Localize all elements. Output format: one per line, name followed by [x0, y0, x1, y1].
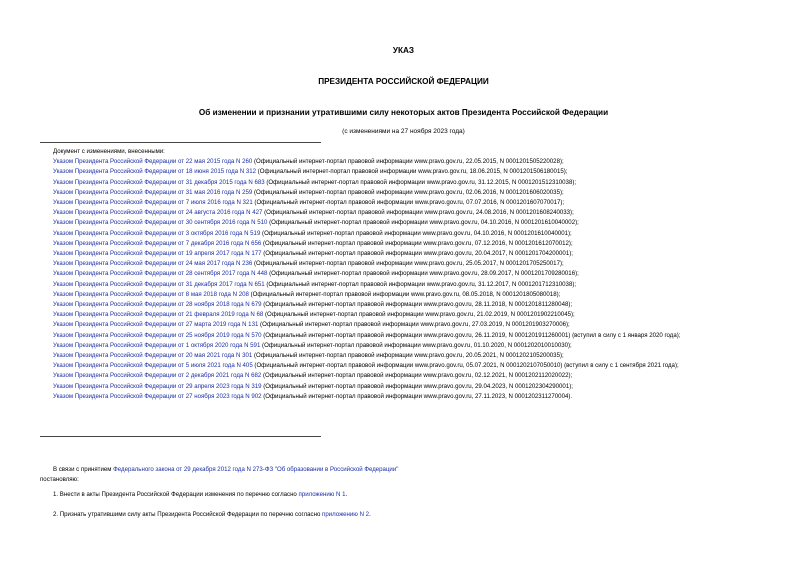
publication-info: (Официальный интернет-портал правовой информации www.pravo.gov.ru, 28.09.2017, N 0001201709280016); [267, 270, 579, 278]
preamble-before: В связи с принятием [53, 466, 114, 473]
publication-info: (Официальный интернет-портал правовой информации www.pravo.gov.ru, 07.12.2016, N 0001201612070012); [261, 239, 573, 247]
change-item [40, 239, 768, 249]
decree-link[interactable]: Указом Президента Российской Федерации от 27 марта 2019 года N 131 [53, 321, 259, 329]
item-1-after: . [345, 491, 348, 498]
changes-list [40, 147, 768, 402]
decree-link[interactable]: Указом Президента Российской Федерации от 31 декабря 2017 года N 651 [53, 280, 265, 288]
publication-info: (Официальный интернет-портал правовой информации www.pravo.gov.ru, 27.11.2023, N 0001202311270004). [261, 392, 573, 400]
decree-link[interactable]: Указом Президента Российской Федерации от 21 февраля 2019 года N 68 [53, 311, 264, 319]
document-subtitle: ПРЕЗИДЕНТА РОССИЙСКОЙ ФЕДЕРАЦИИ [318, 77, 489, 86]
appendix-2-link[interactable]: приложению N 2 [322, 511, 370, 518]
publication-info: (Официальный интернет-портал правовой информации www.pravo.gov.ru, 05.07.2021, N 0001202107050010) (вступил в силу с 1 сентября 2021 года); [252, 362, 679, 370]
publication-info: (Официальный интернет-портал правовой информации www.pravo.gov.ru, 31.12.2015, N 0001201512310038); [264, 178, 577, 186]
publication-info: (Официальный интернет-портал правовой информации www.pravo.gov.ru, 04.10.2016, N 0001201610040001); [260, 229, 572, 237]
decree-link[interactable]: Указом Президента Российской Федерации от 3 октября 2016 года N 519 [53, 229, 261, 237]
decree-link[interactable]: Указом Президента Российской Федерации от 22 мая 2015 года N 260 [53, 158, 253, 166]
publication-info: (Официальный интернет-портал правовой информации www.pravo.gov.ru, 29.04.2023, N 0001202304290001); [261, 382, 573, 390]
decree-link[interactable]: Указом Президента Российской Федерации от 25 ноября 2019 года N 570 [53, 331, 262, 339]
item-1 [40, 490, 768, 500]
change-item [40, 361, 768, 371]
publication-info: (Официальный интернет-портал правовой информации www.pravo.gov.ru, 26.11.2019, N 0001201911260001) (вступил в силу с 1 января 2020 года); [261, 331, 681, 339]
decree-link[interactable]: Указом Президента Российской Федерации от 1 октября 2020 года N 591 [53, 341, 261, 349]
decree-link[interactable]: Указом Президента Российской Федерации от 31 декабря 2015 года N 683 [53, 178, 265, 186]
item-2-after: . [369, 511, 371, 518]
publication-info: (Официальный интернет-портал правовой информации www.pravo.gov.ru, 07.07.2016, N 0001201607070017); [252, 199, 565, 207]
change-item [40, 310, 768, 320]
change-item [40, 208, 768, 218]
appendix-1-link[interactable]: приложению N 1 [298, 491, 346, 498]
decree-link[interactable]: Указом Президента Российской Федерации от 20 мая 2021 года N 301 [53, 352, 253, 360]
publication-info: (Официальный интернет-портал правовой информации www.pravo.gov.ru, 24.08.2016, N 0001201608240033); [262, 209, 574, 217]
publication-info: (Официальный интернет-портал правовой информации www.pravo.gov.ru, 28.11.2018, N 0001201811280048); [261, 301, 573, 309]
document-heading: Об изменении и признании утратившими силу некоторых актов Президента Российской Федерации [198, 108, 609, 117]
item-2-before: 2. Признать утратившими силу акты Президента Российской Федерации по перечню согласно [53, 511, 323, 518]
decree-link[interactable]: Указом Президента Российской Федерации от 7 декабря 2016 года N 656 [53, 239, 262, 247]
decree-link[interactable]: Указом Президента Российской Федерации от 18 июня 2015 года N 312 [53, 168, 257, 176]
publication-info: (Официальный интернет-портал правовой информации www.pravo.gov.ru, 18.06.2015, N 0001201506180015); [256, 168, 568, 176]
change-item [40, 290, 768, 300]
change-item [40, 382, 768, 392]
publication-info: (Официальный интернет-портал правовой информации www.pravo.gov.ru, 04.10.2016, N 0001201610040002); [267, 219, 579, 227]
publication-info: (Официальный интернет-портал правовой информации www.pravo.gov.ru, 27.03.2019, N 0001201903270006); [258, 321, 570, 329]
decree-link[interactable]: Указом Президента Российской Федерации от 24 августа 2016 года N 427 [53, 209, 263, 217]
publication-info: (Официальный интернет-портал правовой информации www.pravo.gov.ru, 31.12.2017, N 0001201712310038); [264, 280, 577, 288]
preamble-text [40, 465, 768, 485]
change-item [40, 392, 768, 402]
change-item [40, 269, 768, 279]
publication-info: (Официальный интернет-портал правовой информации www.pravo.gov.ru, 20.05.2021, N 0001202105200035); [252, 352, 564, 360]
change-item [40, 320, 768, 330]
change-item [40, 249, 768, 259]
decree-link[interactable]: Указом Президента Российской Федерации от 29 апреля 2023 года N 319 [53, 382, 262, 390]
change-item [40, 167, 768, 177]
changes-intro: Документ с изменениями, внесенными: [53, 148, 165, 155]
decree-link[interactable]: Указом Президента Российской Федерации от 27 ноября 2023 года N 902 [53, 392, 262, 400]
decree-link[interactable]: Указом Президента Российской Федерации от 7 июля 2016 года N 321 [53, 199, 253, 207]
change-item [40, 351, 768, 361]
decree-link[interactable]: Указом Президента Российской Федерации от 31 мая 2016 года N 259 [53, 188, 253, 196]
decree-word: постановляю: [40, 476, 79, 484]
item-1-paragraph [40, 490, 768, 500]
change-item [40, 157, 768, 167]
change-item [40, 188, 768, 198]
top-divider [40, 142, 321, 143]
item-2-paragraph [40, 510, 768, 520]
item-1-before: 1. Внести в акты Президента Российской Федерации изменения по перечню согласно [53, 491, 299, 498]
publication-info: (Официальный интернет-портал правовой информации www.pravo.gov.ru, 02.06.2016, N 0001201606020035); [252, 188, 564, 196]
document-title: УКАЗ [392, 46, 415, 55]
publication-info: (Официальный интернет-портал правовой информации www.pravo.gov.ru, 02.12.2021, N 0001202112020022); [261, 372, 573, 380]
decree-link[interactable]: Указом Президента Российской Федерации от 5 июля 2021 года N 405 [53, 362, 253, 370]
change-item [40, 178, 768, 188]
change-item [40, 229, 768, 239]
publication-info: (Официальный интернет-портал правовой информации www.pravo.gov.ru, 22.05.2015, N 0001201505220028); [252, 158, 564, 166]
publication-info: (Официальный интернет-портал правовой информации www.pravo.gov.ru, 20.04.2017, N 0001201704200001); [261, 250, 573, 258]
publication-info: (Официальный интернет-портал правовой информации www.pravo.gov.ru, 21.02.2019, N 0001201902210045); [263, 311, 575, 319]
federal-law-link[interactable]: Федерального закона от 29 декабря 2012 года N 273-ФЗ "Об образовании в Российской Федерации" [113, 466, 399, 473]
change-item [40, 259, 768, 269]
publication-info: (Официальный интернет-портал правовой информации www.pravo.gov.ru, 01.10.2020, N 0001202010010030); [260, 341, 572, 349]
change-item [40, 198, 768, 208]
decree-link[interactable]: Указом Президента Российской Федерации от 30 сентября 2016 года N 510 [53, 219, 268, 227]
decree-link[interactable]: Указом Президента Российской Федерации от 8 мая 2018 года N 208 [53, 290, 249, 298]
bottom-divider [40, 436, 321, 437]
change-item [40, 331, 768, 341]
revision-note: (с изменениями на 27 ноября 2023 года) [342, 128, 465, 135]
decree-link[interactable]: Указом Президента Российской Федерации от 28 сентября 2017 года N 448 [53, 270, 268, 278]
item-2 [40, 510, 768, 520]
changes-items [40, 157, 768, 402]
change-item [40, 280, 768, 290]
preamble-paragraph [40, 465, 768, 475]
change-item [40, 341, 768, 351]
decree-link[interactable]: Указом Президента Российской Федерации от 24 мая 2017 года N 236 [53, 260, 253, 268]
change-item [40, 371, 768, 381]
change-item [40, 218, 768, 228]
decree-link[interactable]: Указом Президента Российской Федерации от 2 декабря 2021 года N 682 [53, 372, 262, 380]
change-item [40, 300, 768, 310]
publication-info: (Официальный интернет-портал правовой информации www.pravo.gov.ru, 08.05.2018, N 0001201805080018); [248, 290, 561, 298]
decree-link[interactable]: Указом Президента Российской Федерации от 19 апреля 2017 года N 177 [53, 250, 262, 258]
publication-info: (Официальный интернет-портал правовой информации www.pravo.gov.ru, 25.05.2017, N 0001201705250017); [252, 260, 564, 268]
decree-link[interactable]: Указом Президента Российской Федерации от 28 ноября 2018 года N 679 [53, 301, 262, 309]
